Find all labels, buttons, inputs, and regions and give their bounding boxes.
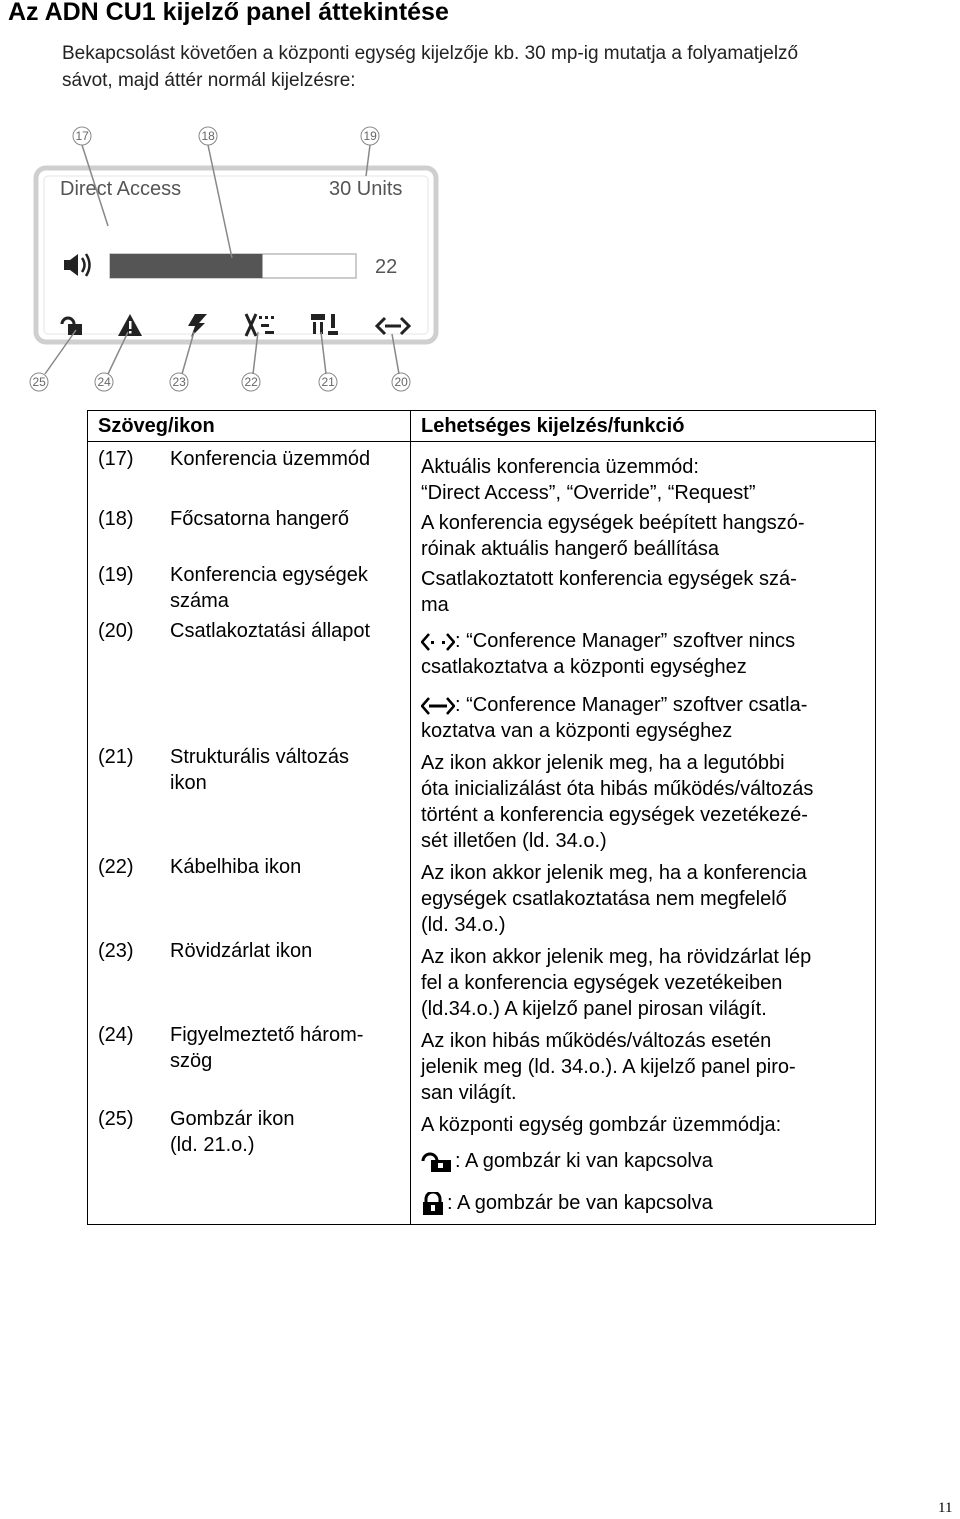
table-row: (18) Főcsatorna hangerő A konferencia egységek beépített hangszó- róinak aktuális hangerő beállítása: [88, 506, 876, 562]
svg-text:22: 22: [244, 375, 258, 389]
disconnected-icon: [421, 633, 455, 651]
volume-bar-fill: [110, 254, 263, 278]
table-row: (17) Konferencia üzemmód Aktuális konferencia üzemmód: “Direct Access”, “Override”, “Request”: [88, 442, 876, 507]
table-row: (23) Rövidzárlat ikon Az ikon akkor jelenik meg, ha rövidzárlat lép fel a konferencia egységek vezetékeiben (ld.34.o.) A kijelző panel pirosan világít.: [88, 938, 876, 1022]
key-lock-on-icon: [421, 1192, 447, 1216]
row-20-desc-a: : “Conference Manager” szoftver nincs csatlakoztatva a központi egységhez: [421, 630, 796, 678]
row-24-desc: Az ikon hibás működés/változás esetén jelenik meg (ld. 34.o.). A kijelző panel piro- san világít.: [411, 1022, 876, 1106]
display-mode-text: Direct Access: [60, 178, 182, 200]
row-25-desc-b: : A gombzár be van kapcsolva: [447, 1192, 713, 1214]
intro-line-2: sávot, majd áttér normál kijelzésre:: [62, 70, 356, 91]
table-row: (20) Csatlakoztatási állapot : “Conference Manager” szoftver nincs csatlakoztatva a központi egységhez : “Conference Manager” szoftver csatla- koztatva van a központi egységhez: [88, 618, 876, 744]
row-20-desc-b: : “Conference Manager” szoftver csatla- koztatva van a központi egységhez: [421, 694, 808, 742]
display-units-text: 30 Units: [329, 178, 403, 200]
row-21-desc: Az ikon akkor jelenik meg, ha a legutóbbi óta inicializálást óta hibás működés/változás történt a konferencia egységek vezetékezé- sét illetően (ld. 34.o.): [411, 744, 876, 854]
svg-text:23: 23: [172, 375, 186, 389]
table-row: (24) Figyelmeztető három- szög Az ikon hibás működés/változás esetén jelenik meg (ld. 34.o.). A kijelző panel piro- san világít.: [88, 1022, 876, 1106]
table-row: (19) Konferencia egységek száma Csatlakoztatott konferencia egységek szá- ma: [88, 562, 876, 618]
table-row: (21) Strukturális változás ikon Az ikon akkor jelenik meg, ha a legutóbbi óta inicializálást óta hibás működés/változás történt a konferencia egységek vezetékezé- sét illetően (ld. 34.o.): [88, 744, 876, 854]
svg-text:25: 25: [32, 375, 46, 389]
page-title: Az ADN CU1 kijelző panel áttekintése: [8, 0, 449, 26]
row-25-desc-a: : A gombzár ki van kapcsolva: [455, 1150, 713, 1172]
svg-text:18: 18: [201, 129, 215, 143]
key-lock-off-icon: [421, 1151, 455, 1173]
svg-text:20: 20: [394, 375, 408, 389]
row-18-desc: A konferencia egységek beépített hangszó- róinak aktuális hangerő beállítása: [411, 506, 876, 562]
connected-icon: [421, 697, 455, 715]
page-number: 11: [938, 1500, 953, 1516]
table-header-left: Szöveg/ikon: [88, 411, 411, 442]
svg-text:21: 21: [321, 375, 335, 389]
svg-text:19: 19: [363, 129, 377, 143]
table-header-right: Lehetséges kijelzés/funkció: [411, 411, 876, 442]
intro-line-1: Bekapcsolást követően a központi egység kijelzője kb. 30 mp-ig mutatja a folyamatjelző: [62, 43, 799, 64]
row-17-desc: Aktuális konferencia üzemmód: “Direct Access”, “Override”, “Request”: [411, 442, 876, 507]
intro-text: [62, 40, 960, 94]
info-table: [87, 410, 876, 1225]
display-panel-figure: [0, 118, 460, 398]
svg-text:24: 24: [97, 375, 111, 389]
row-19-desc: Csatlakoztatott konferencia egységek szá- ma: [411, 562, 876, 618]
row-23-desc: Az ikon akkor jelenik meg, ha rövidzárlat lép fel a konferencia egységek vezetékeiben (ld.34.o.) A kijelző panel pirosan világít.: [411, 938, 876, 1022]
row-25-desc: A központi egység gombzár üzemmódja:: [421, 1114, 782, 1136]
row-22-desc: Az ikon akkor jelenik meg, ha a konferencia egységek csatlakoztatása nem megfelelő (ld. 34.o.): [411, 854, 876, 938]
display-volume-value: 22: [375, 256, 398, 278]
table-row: (25) Gombzár ikon (ld. 21.o.) A központi egység gombzár üzemmódja: : A gombzár ki van kapcsolva : A gombzár be van kapcsolva: [88, 1106, 876, 1225]
table-row: (22) Kábelhiba ikon Az ikon akkor jelenik meg, ha a konferencia egységek csatlakoztatása nem megfelelő (ld. 34.o.): [88, 854, 876, 938]
svg-text:17: 17: [75, 129, 89, 143]
